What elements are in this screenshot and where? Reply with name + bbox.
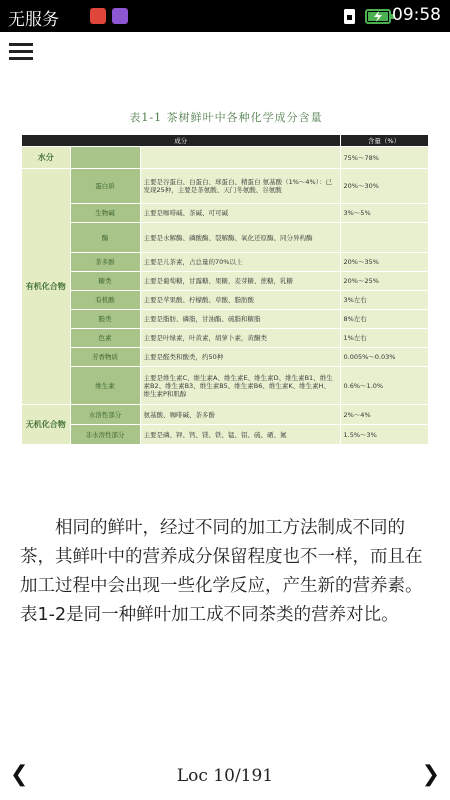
component-cell: 非水溶性部分 xyxy=(70,425,140,445)
content-cell: 2%～4% xyxy=(340,405,428,425)
sim-icon xyxy=(341,8,359,26)
content-cell: 20%～35% xyxy=(340,253,428,272)
battery-charging-icon xyxy=(365,8,395,25)
table-row xyxy=(22,425,428,445)
description-cell: 主要是叶绿素，叶黄素，胡萝卜素，黄酮类 xyxy=(140,329,340,348)
table-row xyxy=(22,253,428,272)
body-paragraph: 相同的鲜叶，经过不同的加工方法制成不同的茶，其鲜叶中的营养成分保留程度也不一样，而且在加工过程中会出现一些化学反应，产生新的营养素。表1-2是同一种鲜叶加工成不同茶类的营养对比。 xyxy=(20,518,423,625)
content-cell: 3%～5% xyxy=(340,204,428,223)
table-row xyxy=(22,405,428,425)
component-cell: 色素 xyxy=(70,329,140,348)
category-cell: 有机化合物 xyxy=(22,169,70,405)
table-row xyxy=(22,204,428,223)
content-cell: 75%～78% xyxy=(340,147,428,169)
description-cell: 主要是水解酶、磷酸酶、裂解酶、氧化还原酶、同分异构酶 xyxy=(140,223,340,253)
content-cell: 3%左右 xyxy=(340,291,428,310)
composition-table xyxy=(22,135,429,445)
component-cell: 酶 xyxy=(70,223,140,253)
chevron-left-icon[interactable]: ❮ xyxy=(10,762,29,787)
content-cell: 20%～25% xyxy=(340,272,428,291)
content-cell: 8%左右 xyxy=(340,310,428,329)
description-cell: 主要是苹果酸、柠檬酸、草酸、脂肪酸 xyxy=(140,291,340,310)
header-content: 含量（%） xyxy=(340,135,428,147)
content-cell: 0.005%～0.03% xyxy=(340,348,428,367)
content-cell: 1.5%～3% xyxy=(340,425,428,445)
table-row xyxy=(22,310,428,329)
description-cell: 主要是维生素C、维生素A、维生素E、维生素D、维生素B1、维生素B2、维生素B3、维生素B5、维生素B6、维生素K、维生素H、维生素P和肌醇 xyxy=(140,367,340,405)
component-cell: 脂类 xyxy=(70,310,140,329)
content-cell: 20%～30% xyxy=(340,169,428,204)
component-cell: 茶多酚 xyxy=(70,253,140,272)
component-cell: 水溶性部分 xyxy=(70,405,140,425)
gallery-notification-icon xyxy=(112,8,128,24)
category-cell: 水分 xyxy=(22,147,70,169)
table-row xyxy=(22,348,428,367)
header-composition: 成分 xyxy=(22,135,340,147)
description-cell: 主要是磷、钾、钙、镁、铁、锰、铝、硫、硒、氟 xyxy=(140,425,340,445)
component-cell: 有机酸 xyxy=(70,291,140,310)
component-cell: 生物碱 xyxy=(70,204,140,223)
category-cell: 无机化合物 xyxy=(22,405,70,445)
carrier-label: 无服务 xyxy=(8,10,59,30)
status-bar xyxy=(0,0,450,32)
table-figure xyxy=(22,105,430,460)
content-cell: 1%左右 xyxy=(340,329,428,348)
reader-footer xyxy=(0,752,450,800)
app-notification-icon xyxy=(90,8,106,24)
table-row xyxy=(22,367,428,405)
content-cell: 0.6%～1.0% xyxy=(340,367,428,405)
table-row xyxy=(22,169,428,204)
description-cell: 主要是脂肪、磷脂，甘油酯、硫脂和糖脂 xyxy=(140,310,340,329)
component-cell: 维生素 xyxy=(70,367,140,405)
component-cell: 芳香物质 xyxy=(70,348,140,367)
component-cell: 蛋白质 xyxy=(70,169,140,204)
table-row xyxy=(22,223,428,253)
description-cell: 主要是谷蛋白、白蛋白、球蛋白、精蛋白 氨基酸（1%～4%）：已发现25种，主要是茶氨酸、天门冬氨酸、谷氨酸 xyxy=(140,169,340,204)
description-cell xyxy=(140,147,340,169)
table-row xyxy=(22,147,428,169)
clock: 09:58 xyxy=(392,5,441,25)
description-cell: 氨基酸、咖啡碱、茶多酚 xyxy=(140,405,340,425)
description-cell: 主要是咖啡碱、茶碱、可可碱 xyxy=(140,204,340,223)
location-indicator: Loc 10/191 xyxy=(176,766,274,786)
content-cell xyxy=(340,223,428,253)
description-cell: 主要是儿茶素，占总量的70%以上 xyxy=(140,253,340,272)
table-row xyxy=(22,291,428,310)
table-header-row xyxy=(22,135,428,147)
table-row xyxy=(22,329,428,348)
hamburger-menu-icon[interactable] xyxy=(9,42,33,62)
description-cell: 主要是葡萄糖，甘露糖、果糖，麦芽糖、蔗糖，乳糖 xyxy=(140,272,340,291)
description-cell: 主要是醛类和酸类，约50种 xyxy=(140,348,340,367)
table-row xyxy=(22,272,428,291)
table-caption: 表1-1 茶树鲜叶中各种化学成分含量 xyxy=(129,111,323,124)
component-cell xyxy=(70,147,140,169)
component-cell: 糖类 xyxy=(70,272,140,291)
chevron-right-icon[interactable]: ❯ xyxy=(421,762,440,787)
app-bar xyxy=(0,32,450,72)
